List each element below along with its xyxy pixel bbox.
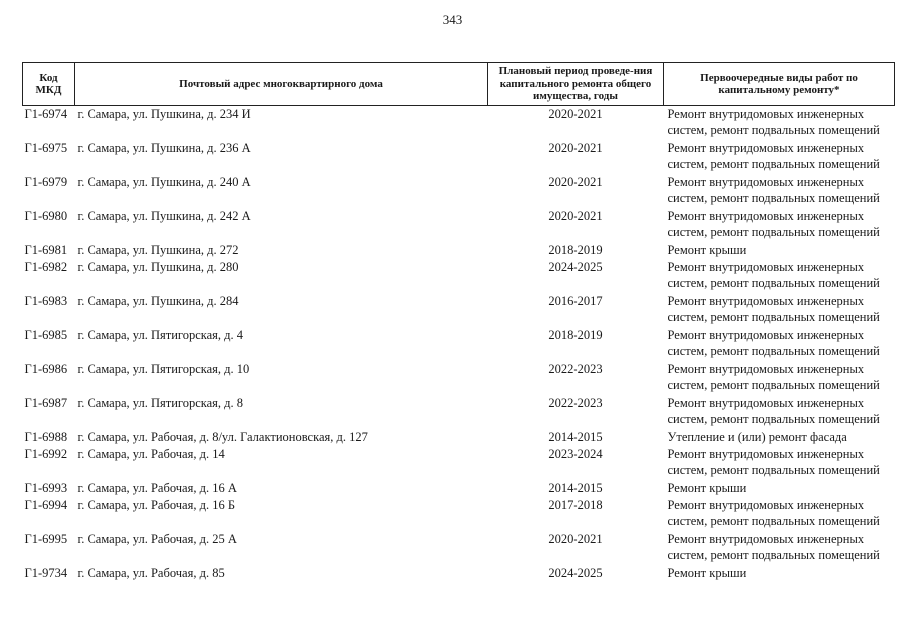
table-row <box>23 327 895 361</box>
table-row <box>23 531 895 565</box>
cell-period: 2020-2021 <box>548 107 603 121</box>
cell-address: г. Самара, ул. Пушкина, д. 272 <box>77 243 239 257</box>
cell-works: Ремонт внутридомовых инженерных систем, ремонт подвальных помещений <box>667 532 880 562</box>
cell-code: Г1-6980 <box>24 209 68 223</box>
cell-works: Ремонт внутридомовых инженерных систем, ремонт подвальных помещений <box>667 107 880 137</box>
cell-address: г. Самара, ул. Пятигорская, д. 8 <box>77 396 244 410</box>
cell-address: г. Самара, ул. Пушкина, д. 280 <box>77 260 239 274</box>
cell-address: г. Самара, ул. Рабочая, д. 25 А <box>77 532 237 546</box>
cell-code: Г1-6981 <box>24 243 68 257</box>
cell-works: Ремонт внутридомовых инженерных систем, ремонт подвальных помещений <box>667 447 880 477</box>
cell-address: г. Самара, ул. Рабочая, д. 85 <box>77 566 225 580</box>
repair-schedule-table <box>22 62 895 582</box>
table-header <box>23 63 895 106</box>
cell-works: Ремонт внутридомовых инженерных систем, ремонт подвальных помещений <box>667 209 880 239</box>
table-row <box>23 174 895 208</box>
cell-address: г. Самара, ул. Пушкина, д. 242 А <box>77 209 251 223</box>
header-row <box>23 63 895 106</box>
cell-address: г. Самара, ул. Рабочая, д. 14 <box>77 447 225 461</box>
table-row <box>23 242 895 259</box>
cell-address: г. Самара, ул. Рабочая, д. 8/ул. Галактионовская, д. 127 <box>77 430 368 444</box>
cell-code: Г1-9734 <box>24 566 68 580</box>
cell-period: 2018-2019 <box>548 243 603 257</box>
header-code: Код МКД <box>23 63 75 106</box>
cell-address: г. Самара, ул. Пушкина, д. 284 <box>77 294 239 308</box>
table-row <box>23 395 895 429</box>
cell-code: Г1-6988 <box>24 430 68 444</box>
cell-period: 2022-2023 <box>548 362 603 376</box>
table-row <box>23 446 895 480</box>
cell-code: Г1-6994 <box>24 498 68 512</box>
cell-period: 2020-2021 <box>548 141 603 155</box>
cell-address: г. Самара, ул. Пушкина, д. 240 А <box>77 175 251 189</box>
cell-code: Г1-6974 <box>24 107 68 121</box>
cell-period: 2020-2021 <box>548 532 603 546</box>
cell-works: Утепление и (или) ремонт фасада <box>667 430 847 444</box>
cell-period: 2018-2019 <box>548 328 603 342</box>
table-row <box>23 429 895 446</box>
cell-period: 2024-2025 <box>548 566 603 580</box>
header-works: Первоочередные виды работ по капитальному ремонту* <box>664 63 895 106</box>
table-row <box>23 361 895 395</box>
header-period: Плановый период проведе-ния капитального ремонта общего имущества, годы <box>488 63 664 106</box>
cell-code: Г1-6995 <box>24 532 68 546</box>
table-row <box>23 259 895 293</box>
table-row <box>23 293 895 327</box>
cell-code: Г1-6987 <box>24 396 68 410</box>
cell-period: 2016-2017 <box>548 294 603 308</box>
cell-address: г. Самара, ул. Рабочая, д. 16 Б <box>77 498 235 512</box>
cell-works: Ремонт внутридомовых инженерных систем, ремонт подвальных помещений <box>667 141 880 171</box>
cell-period: 2024-2025 <box>548 260 603 274</box>
table-row <box>23 208 895 242</box>
cell-code: Г1-6993 <box>24 481 68 495</box>
page-number: 343 <box>442 12 463 27</box>
cell-period: 2014-2015 <box>548 481 603 495</box>
cell-works: Ремонт внутридомовых инженерных систем, ремонт подвальных помещений <box>667 175 880 205</box>
cell-address: г. Самара, ул. Пятигорская, д. 4 <box>77 328 244 342</box>
cell-works: Ремонт внутридомовых инженерных систем, ремонт подвальных помещений <box>667 498 880 528</box>
table-row <box>23 497 895 531</box>
cell-code: Г1-6992 <box>24 447 68 461</box>
cell-works: Ремонт крыши <box>667 243 747 257</box>
cell-period: 2020-2021 <box>548 175 603 189</box>
cell-period: 2020-2021 <box>548 209 603 223</box>
cell-code: Г1-6983 <box>24 294 68 308</box>
cell-address: г. Самара, ул. Рабочая, д. 16 А <box>77 481 237 495</box>
cell-period: 2023-2024 <box>548 447 603 461</box>
repair-schedule-table-container <box>22 62 894 582</box>
table-body <box>23 106 895 583</box>
cell-code: Г1-6985 <box>24 328 68 342</box>
cell-code: Г1-6982 <box>24 260 68 274</box>
header-address: Почтовый адрес многоквартирного дома <box>75 63 488 106</box>
cell-works: Ремонт крыши <box>667 566 747 580</box>
cell-period: 2014-2015 <box>548 430 603 444</box>
cell-address: г. Самара, ул. Пушкина, д. 234 И <box>77 107 251 121</box>
cell-works: Ремонт крыши <box>667 481 747 495</box>
cell-code: Г1-6979 <box>24 175 68 189</box>
table-row <box>23 565 895 582</box>
table-row <box>23 106 895 141</box>
table-row <box>23 480 895 497</box>
cell-address: г. Самара, ул. Пушкина, д. 236 А <box>77 141 251 155</box>
cell-works: Ремонт внутридомовых инженерных систем, ремонт подвальных помещений <box>667 362 880 392</box>
cell-period: 2017-2018 <box>548 498 603 512</box>
cell-works: Ремонт внутридомовых инженерных систем, ремонт подвальных помещений <box>667 294 880 324</box>
cell-works: Ремонт внутридомовых инженерных систем, ремонт подвальных помещений <box>667 396 880 426</box>
cell-code: Г1-6975 <box>24 141 68 155</box>
cell-address: г. Самара, ул. Пятигорская, д. 10 <box>77 362 250 376</box>
cell-works: Ремонт внутридомовых инженерных систем, ремонт подвальных помещений <box>667 260 880 290</box>
cell-period: 2022-2023 <box>548 396 603 410</box>
cell-code: Г1-6986 <box>24 362 68 376</box>
cell-works: Ремонт внутридомовых инженерных систем, ремонт подвальных помещений <box>667 328 880 358</box>
table-row <box>23 140 895 174</box>
